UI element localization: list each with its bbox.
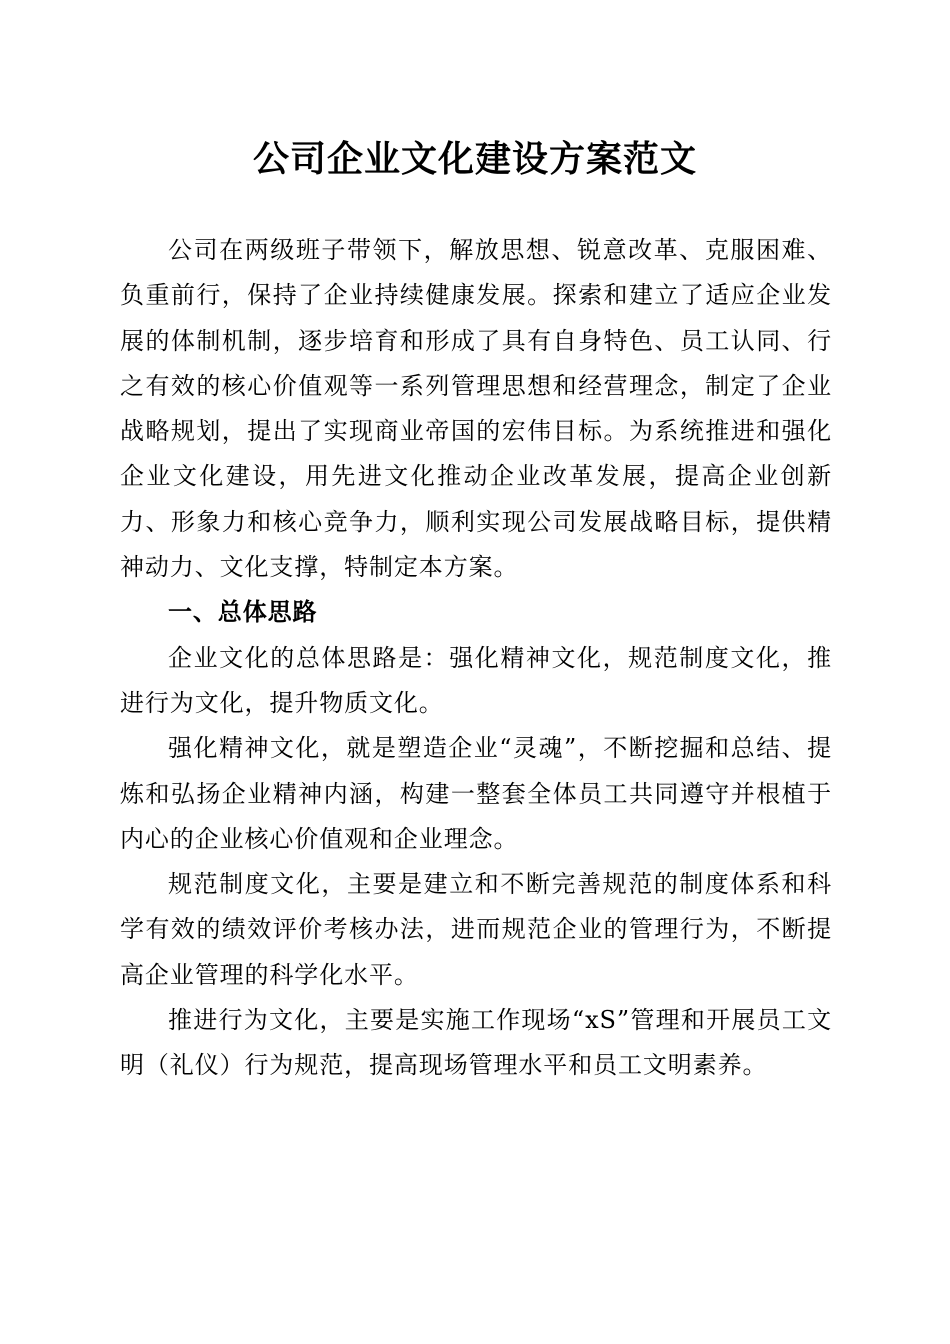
intro-paragraph: 公司在两级班子带领下，解放思想、锐意改革、克服困难、负重前行，保持了企业持续健康发展。探索和建立了适应企业发展的体制机制，逐步培育和形成了具有自身特色、员工认同、行之有效的核心价值观等一系列管理思想和经营理念，制定了企业战略规划，提出了实现商业帝国的宏伟目标。为系统推进和强化企业文化建设，用先进文化推动企业改革发展，提高企业创新力、形象力和核心竞争力，顺利实现公司发展战略目标，提供精神动力、文化支撑，特制定本方案。 [120, 236, 832, 582]
document-title: 公司企业文化建设方案范文 [252, 138, 697, 180]
section-paragraph: 强化精神文化，就是塑造企业“灵魂”，不断挖掘和总结、提炼和弘扬企业精神内涵，构建一整套全体员工共同遵守并根植于内心的企业核心价值观和企业理念。 [120, 734, 832, 853]
section-paragraph: 企业文化的总体思路是：强化精神文化，规范制度文化，推进行为文化，提升物质文化。 [120, 643, 832, 717]
document-body [120, 228, 832, 1089]
section-heading-overall-approach: 一、总体思路 [168, 598, 318, 627]
section-paragraph: 规范制度文化，主要是建立和不断完善规范的制度体系和科学有效的绩效评价考核办法，进而规范企业的管理行为，不断提高企业管理的科学化水平。 [120, 870, 832, 989]
section-paragraph: 推进行为文化，主要是实施工作现场“xS”管理和开展员工文明（礼仪）行为规范，提高现场管理水平和员工文明素养。 [120, 1006, 832, 1080]
